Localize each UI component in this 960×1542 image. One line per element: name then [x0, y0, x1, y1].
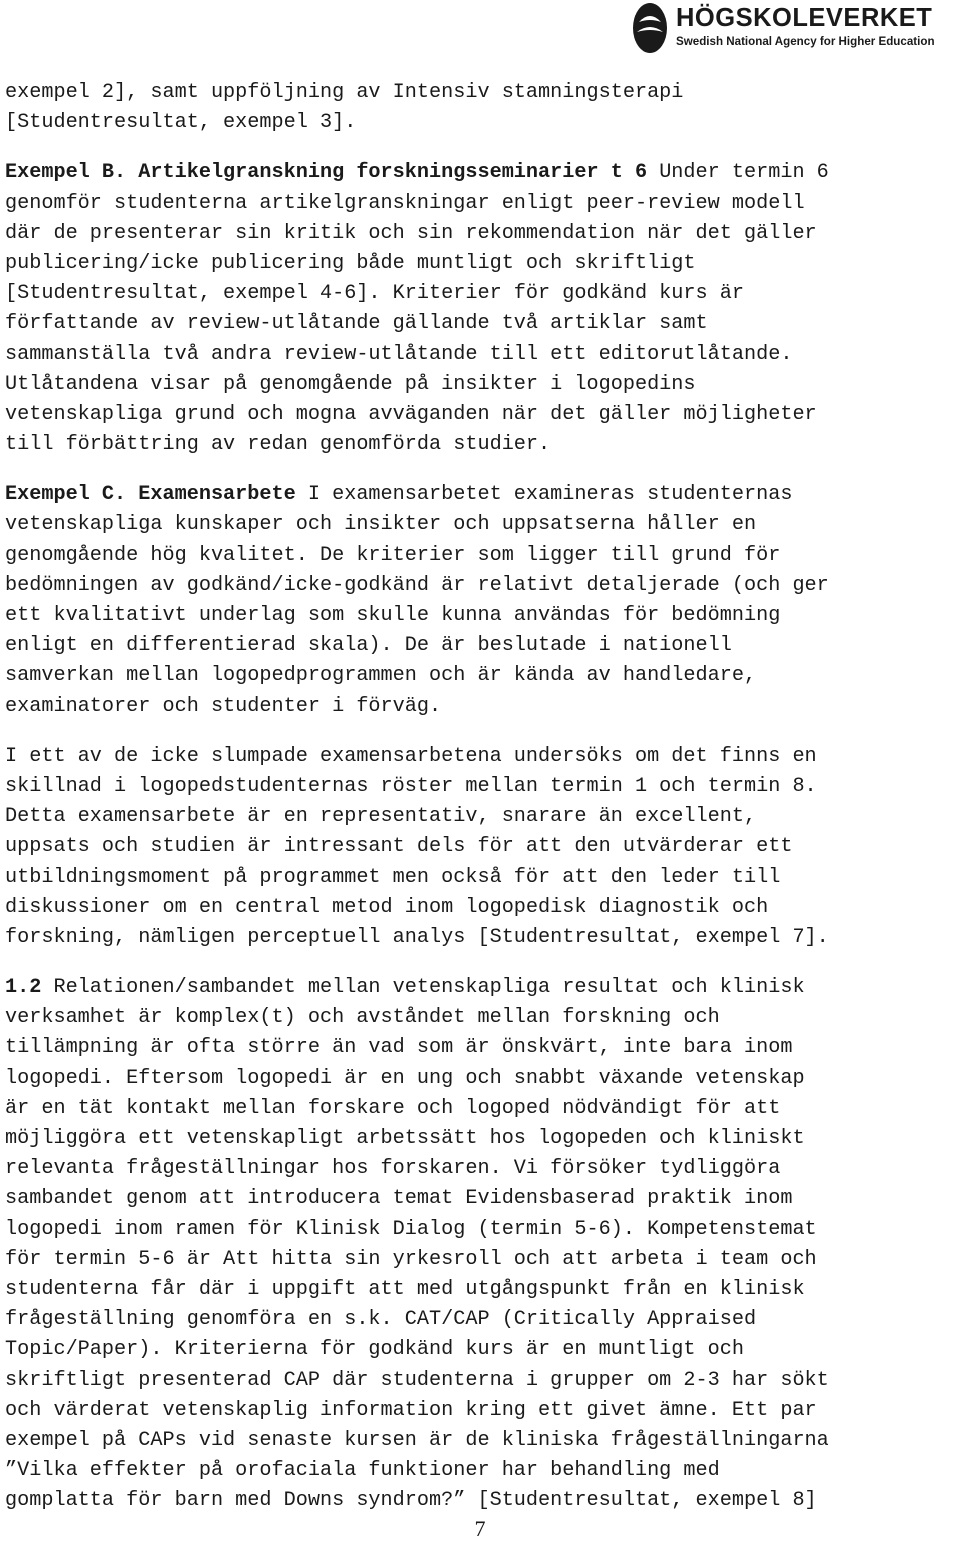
line-text: skillnad i logopedstudenternas röster mellan termin 1 och termin 8.: [5, 774, 817, 798]
line-text: genomgående hög kvalitet. De kriterier som ligger till grund för: [5, 543, 781, 567]
logo-subtitle: Swedish National Agency for Higher Education: [676, 35, 935, 48]
paragraph: [5, 973, 955, 1516]
text-line: [5, 480, 955, 510]
bold-heading: Exempel B. Artikelgranskning forskningsseminarier t 6: [5, 161, 648, 185]
text-line: [5, 923, 955, 953]
line-text: där de presenterar sin kritik och sin rekommendation när det gäller: [5, 221, 817, 245]
paragraph: [5, 480, 955, 722]
text-line: [5, 601, 955, 631]
line-text: för termin 5-6 är Att hitta sin yrkesroll och att arbeta i team och: [5, 1247, 817, 1271]
line-text: tillämpning är ofta större än vad som är önskvärt, inte bara inom: [5, 1036, 793, 1060]
text-line: [5, 863, 955, 893]
line-text: frågeställning genomföra en s.k. CAT/CAP (Critically Appraised: [5, 1308, 757, 1332]
line-text: vetenskapliga grund och mogna avväganden när det gäller möjligheter: [5, 402, 817, 426]
text-line: [5, 78, 955, 108]
text-line: [5, 1033, 955, 1063]
text-line: [5, 1094, 955, 1124]
line-text: studenterna får där i uppgift att med utgångspunkt från en klinisk: [5, 1277, 805, 1301]
text-line: [5, 279, 955, 309]
line-text: diskussioner om en central metod inom logopedisk diagnostik och: [5, 895, 769, 919]
text-line: [5, 661, 955, 691]
line-text: verksamhet är komplex(t) och avståndet mellan forskning och: [5, 1006, 720, 1030]
line-text: ”Vilka effekter på orofaciala funktioner har behandling med: [5, 1459, 720, 1483]
text-line: [5, 1064, 955, 1094]
text-line: [5, 1124, 955, 1154]
line-text: Utlåtandena visar på genomgående på insikter i logopedins: [5, 372, 696, 396]
text-line: [5, 340, 955, 370]
line-text: Topic/Paper). Kriterierna för godkänd kurs är en muntligt och: [5, 1338, 744, 1362]
line-text: Relationen/sambandet mellan vetenskapliga resultat och klinisk: [41, 976, 805, 1000]
text-line: [5, 430, 955, 460]
line-text: uppsats och studien är intressant dels för att den utvärderar ett: [5, 835, 793, 859]
bold-heading: 1.2: [5, 976, 42, 1000]
line-text: logopedi inom ramen för Klinisk Dialog (termin 5-6). Kompetenstemat: [5, 1217, 817, 1241]
line-text: [Studentresultat, exempel 3].: [5, 111, 357, 135]
paragraph: [5, 742, 955, 953]
line-text: författande av review-utlåtande gällande två artiklar samt: [5, 312, 708, 336]
line-text: utbildningsmoment på programmet men också för att den leder till: [5, 865, 781, 889]
text-line: [5, 1305, 955, 1335]
text-line: [5, 219, 955, 249]
document-body: [5, 78, 955, 1536]
text-line: [5, 1366, 955, 1396]
text-line: [5, 571, 955, 601]
line-text: vetenskapliga kunskaper och insikter och uppsatserna håller en: [5, 513, 757, 537]
line-text: logopedi. Eftersom logopedi är en ung och snabbt växande vetenskap: [5, 1066, 805, 1090]
line-text: är en tät kontakt mellan forskare och logoped nödvändigt för att: [5, 1096, 781, 1120]
logo-name: HÖGSKOLEVERKET: [676, 4, 933, 32]
line-text: ett kvalitativt underlag som skulle kunna användas för bedömning: [5, 604, 781, 627]
text-line: [5, 309, 955, 339]
agency-logo: [632, 2, 958, 54]
text-line: [5, 1154, 955, 1184]
paragraph: [5, 78, 955, 138]
text-line: [5, 742, 955, 772]
line-text: [Studentresultat, exempel 4-6]. Kriterier för godkänd kurs är: [5, 282, 744, 306]
text-line: [5, 1396, 955, 1426]
line-text: och värderat vetenskaplig information kring ett givet ämne. Ett par: [5, 1398, 817, 1422]
text-line: [5, 541, 955, 571]
line-text: exempel på CAPs vid senaste kursen är de kliniska frågeställningarna: [5, 1428, 829, 1452]
text-line: [5, 1215, 955, 1245]
text-line: [5, 802, 955, 832]
text-line: [5, 692, 955, 722]
text-line: [5, 1275, 955, 1305]
text-line: [5, 370, 955, 400]
line-text: relevanta frågeställningar hos forskaren. Vi försöker tydliggöra: [5, 1157, 781, 1181]
line-text: publicering/icke publicering både muntligt och skriftligt: [5, 251, 696, 275]
text-line: [5, 1486, 955, 1516]
line-text: exempel 2], samt uppföljning av Intensiv stamningsterapi: [5, 81, 684, 104]
text-line: [5, 893, 955, 923]
line-text: forskning, nämligen perceptuell analys [Studentresultat, exempel 7].: [5, 925, 829, 949]
text-line: [5, 158, 955, 188]
text-line: [5, 1184, 955, 1214]
text-line: [5, 510, 955, 540]
line-text: till förbättring av redan genomförda studier.: [5, 433, 551, 457]
line-text: I ett av de icke slumpade examensarbetena undersöks om det finns en: [5, 744, 817, 768]
text-line: [5, 400, 955, 430]
text-line: [5, 249, 955, 279]
text-line: [5, 832, 955, 862]
line-text: enligt en differentierad skala). De är beslutade i nationell: [5, 634, 732, 658]
line-text: Under termin 6: [647, 161, 829, 185]
bold-heading: Exempel C. Examensarbete: [5, 483, 296, 507]
text-line: [5, 189, 955, 219]
line-text: sambandet genom att introducera temat Evidensbaserad praktik inom: [5, 1187, 793, 1211]
line-text: examinatorer och studenter i förväg.: [5, 694, 442, 718]
text-line: [5, 772, 955, 802]
agency-emblem-icon: [632, 2, 668, 54]
text-line: [5, 1456, 955, 1486]
line-text: samverkan mellan logopedprogrammen och är kända av handledare,: [5, 664, 757, 688]
page-number: 7: [474, 1516, 486, 1541]
line-text: genomför studenterna artikelgranskningar enligt peer-review modell: [5, 191, 805, 215]
line-text: gomplatta för barn med Downs syndrom?” [Studentresultat, exempel 8]: [5, 1489, 817, 1513]
line-text: skriftligt presenterad CAP där studenterna i grupper om 2-3 har sökt: [5, 1368, 829, 1392]
text-line: [5, 973, 955, 1003]
line-text: Detta examensarbete är en representativ, snarare än excellent,: [5, 805, 757, 829]
line-text: sammanställa två andra review-utlåtande till ett editorutlåtande.: [5, 342, 793, 366]
text-line: [5, 1003, 955, 1033]
line-text: möjliggöra ett vetenskapligt arbetssätt hos logopeden och kliniskt: [5, 1127, 805, 1150]
text-line: [5, 1335, 955, 1365]
text-line: [5, 1245, 955, 1275]
line-text: bedömningen av godkänd/icke-godkänd är relativt detaljerade (och ger: [5, 573, 829, 597]
text-line: [5, 108, 955, 138]
text-line: [5, 631, 955, 661]
text-line: [5, 1426, 955, 1456]
line-text: I examensarbetet examineras studenternas: [295, 483, 793, 507]
paragraph: [5, 158, 955, 460]
